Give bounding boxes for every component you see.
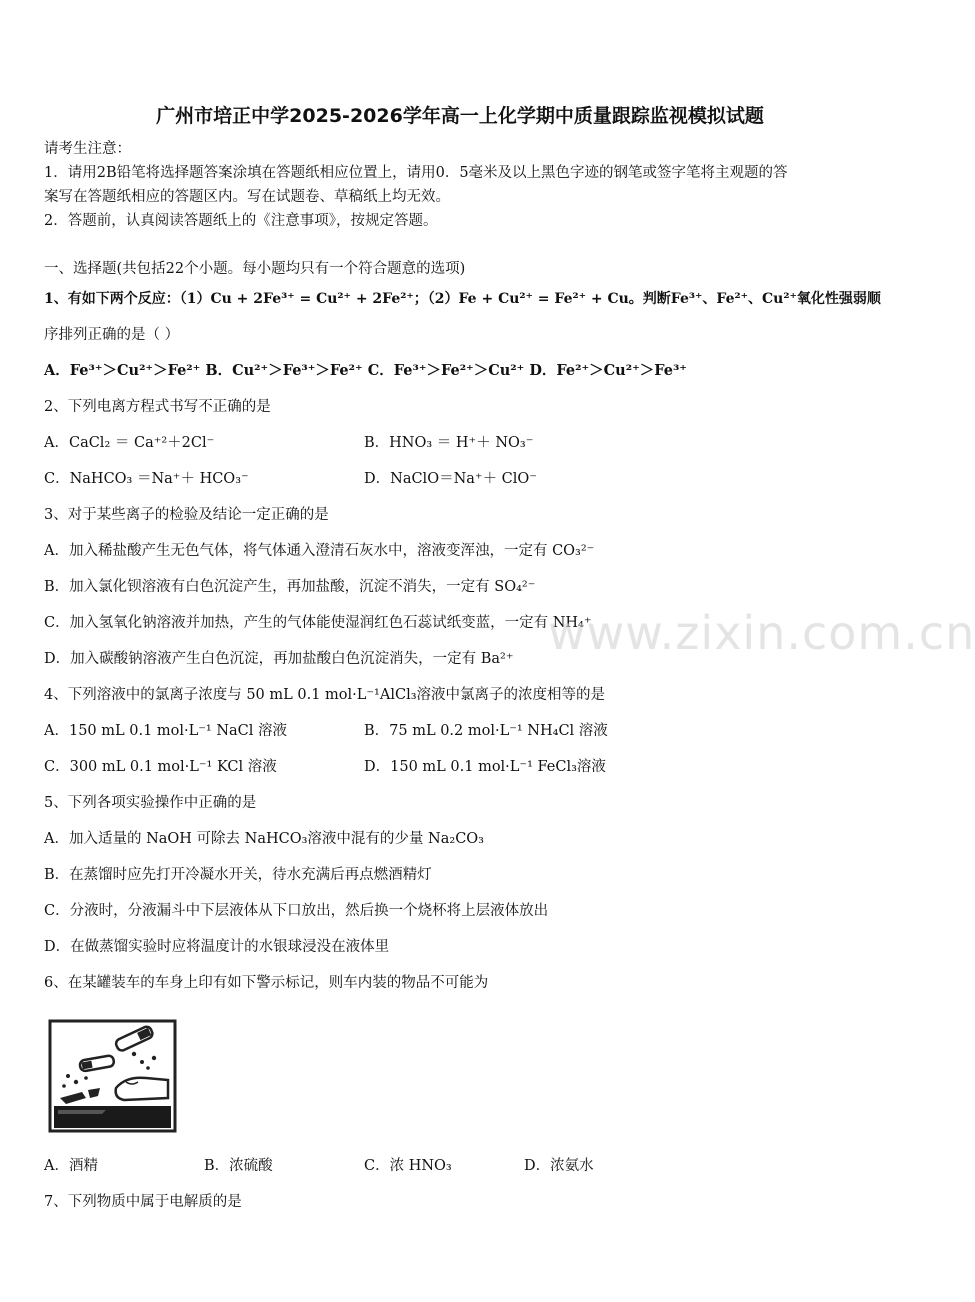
q3-stem: 3、对于某些离子的检验及结论一定正确的是 bbox=[44, 507, 329, 523]
notice-line1b: 案写在答题纸相应的答题区内。写在试题卷、草稿纸上均无效。 bbox=[44, 189, 450, 205]
q1-stem-line1: 1、有如下两个反应：（1）Cu + 2Fe³⁺ = Cu²⁺ + 2Fe²⁺；（2）Fe + Cu²⁺ = Fe²⁺ + Cu。判断Fe³⁺、Fe²⁺、Cu²⁺氧化性强弱顺 bbox=[44, 291, 881, 307]
q2-stem: 2、下列电离方程式书写不正确的是 bbox=[44, 399, 271, 415]
q1-stem-line2: 序排列正确的是（ ） bbox=[44, 327, 180, 343]
notice-heading: 请考生注意： bbox=[44, 141, 131, 157]
q6-option-d: D．浓氨水 bbox=[524, 1158, 594, 1174]
q1-options: A．Fe³⁺＞Cu²⁺＞Fe²⁺ B．Cu²⁺＞Fe³⁺＞Fe²⁺ C．Fe³⁺＞Fe²⁺＞Cu²⁺ D．Fe²⁺＞Cu²⁺＞Fe³⁺ bbox=[44, 362, 687, 379]
q2-option-c: C．NaHCO₃ ＝Na⁺＋ HCO₃⁻ bbox=[44, 471, 249, 487]
page-title: 广州市培正中学2025-2026学年高一上化学期中质量跟踪监视模拟试题 bbox=[156, 105, 764, 127]
q5-option-c: C．分液时，分液漏斗中下层液体从下口放出，然后换一个烧杯将上层液体放出 bbox=[44, 903, 549, 919]
section-heading: 一、选择题(共包括22个小题。每小题均只有一个符合题意的选项) bbox=[44, 261, 466, 277]
q4-option-b: B．75 mL 0.2 mol·L⁻¹ NH₄Cl 溶液 bbox=[364, 723, 608, 739]
q4-option-a: A．150 mL 0.1 mol·L⁻¹ NaCl 溶液 bbox=[44, 723, 288, 739]
q4-option-d: D．150 mL 0.1 mol·L⁻¹ FeCl₃溶液 bbox=[364, 759, 606, 775]
q5-stem: 5、下列各项实验操作中正确的是 bbox=[44, 795, 257, 811]
q3-option-b: B．加入氯化钡溶液有白色沉淀产生，再加盐酸，沉淀不消失，一定有 SO₄²⁻ bbox=[44, 579, 536, 595]
q3-option-a: A．加入稀盐酸产生无色气体，将气体通入澄清石灰水中，溶液变浑浊，一定有 CO₃²⁻ bbox=[44, 543, 595, 559]
notice-line2: 2．答题前，认真阅读答题纸上的《注意事项》，按规定答题。 bbox=[44, 213, 438, 229]
notice-line1a: 1．请用2B铅笔将选择题答案涂填在答题纸相应位置上，请用0．5毫米及以上黑色字迹的钢笔或签字笔将主观题的答 bbox=[44, 165, 788, 181]
q6-option-b: B．浓硫酸 bbox=[204, 1158, 273, 1174]
q2-option-a: A．CaCl₂ ＝ Ca⁺²＋2Cl⁻ bbox=[44, 435, 215, 451]
watermark: www.zixin.com.cn bbox=[548, 606, 975, 660]
q6-stem: 6、在某罐装车的车身上印有如下警示标记，则车内装的物品不可能为 bbox=[44, 975, 489, 991]
corrosive-hazard-icon bbox=[46, 1018, 178, 1134]
q6-option-c: C．浓 HNO₃ bbox=[364, 1158, 452, 1174]
q3-option-c: C．加入氢氧化钠溶液并加热，产生的气体能使湿润红色石蕊试纸变蓝，一定有 NH₄⁺ bbox=[44, 615, 592, 631]
q2-option-d: D．NaClO＝Na⁺＋ ClO⁻ bbox=[364, 471, 537, 487]
q4-option-c: C．300 mL 0.1 mol·L⁻¹ KCl 溶液 bbox=[44, 759, 277, 775]
q3-option-d: D．加入碳酸钠溶液产生白色沉淀，再加盐酸白色沉淀消失，一定有 Ba²⁺ bbox=[44, 651, 514, 667]
q5-option-b: B．在蒸馏时应先打开冷凝水开关，待水充满后再点燃酒精灯 bbox=[44, 867, 432, 883]
q2-option-b: B．HNO₃ ＝ H⁺＋ NO₃⁻ bbox=[364, 435, 534, 451]
q5-option-d: D．在做蒸馏实验时应将温度计的水银球浸没在液体里 bbox=[44, 939, 390, 955]
q6-option-a: A．酒精 bbox=[44, 1158, 98, 1174]
q7-stem: 7、下列物质中属于电解质的是 bbox=[44, 1194, 242, 1210]
q5-option-a: A．加入适量的 NaOH 可除去 NaHCO₃溶液中混有的少量 Na₂CO₃ bbox=[44, 831, 484, 847]
q4-stem: 4、下列溶液中的氯离子浓度与 50 mL 0.1 mol·L⁻¹AlCl₃溶液中氯离子的浓度相等的是 bbox=[44, 687, 606, 703]
